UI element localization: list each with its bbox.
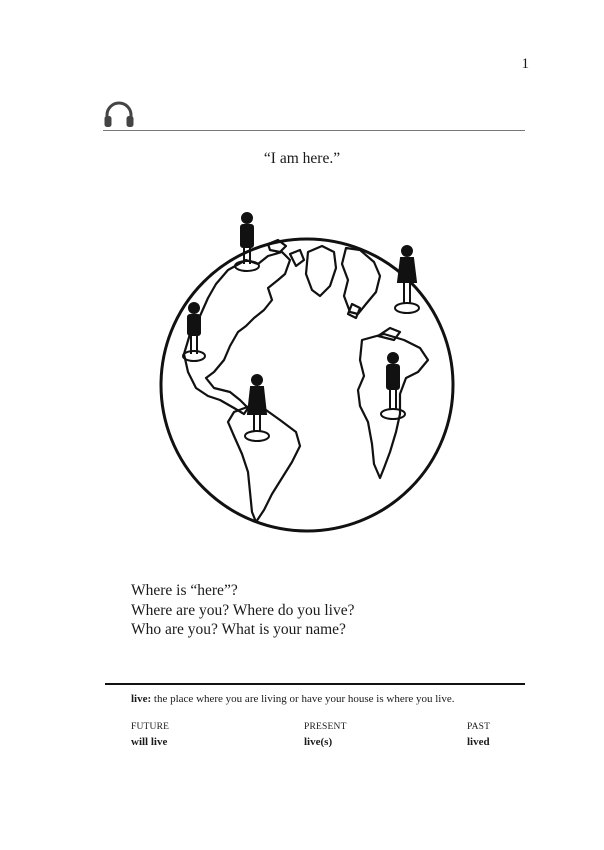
tense-past (467, 720, 490, 750)
questions-block (131, 581, 355, 640)
headphones-icon[interactable] (103, 101, 135, 128)
tense-label: FUTURE (131, 722, 170, 732)
tense-present (304, 720, 347, 750)
figure-center (245, 375, 269, 441)
figure-right (381, 353, 405, 419)
definition-term: live: (131, 693, 152, 705)
tense-label: PRESENT (304, 722, 347, 732)
top-divider (103, 130, 525, 131)
figure-top (235, 213, 259, 271)
tense-label: PAST (467, 722, 491, 732)
page-number: 1 (521, 56, 529, 72)
question-line: Where are you? Where do you live? (131, 601, 355, 619)
definition (131, 693, 455, 705)
definition-text: the place where you are living or have your house is where you live. (151, 693, 455, 705)
figure-top-right (395, 246, 419, 313)
continent-greenland (306, 246, 336, 296)
question-line: Where is “here”? (131, 582, 238, 599)
globe-illustration (150, 200, 470, 545)
tense-value: live(s) (304, 736, 333, 748)
continent-south-america (228, 406, 300, 522)
question-line: Who are you? What is your name? (131, 621, 346, 638)
bottom-divider (105, 683, 525, 685)
tense-value: lived (467, 736, 490, 748)
quote-heading: “I am here.” (263, 150, 341, 167)
continent-europe (342, 248, 380, 314)
tense-future (131, 720, 169, 750)
tense-value: will live (131, 736, 168, 748)
